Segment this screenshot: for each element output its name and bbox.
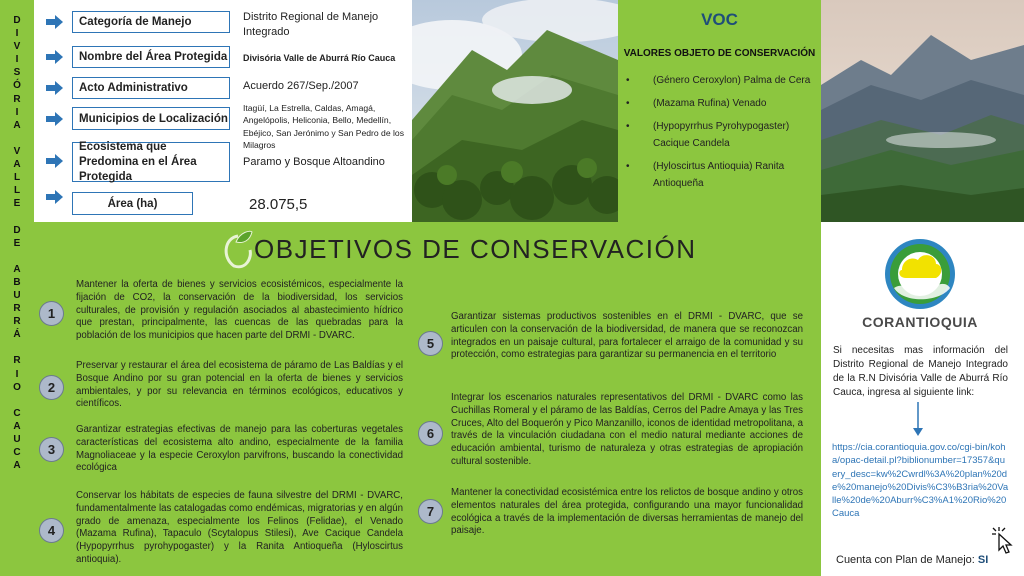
objective-number: 6 bbox=[418, 421, 443, 446]
side-title-letter: R bbox=[13, 316, 21, 328]
arrow-icon bbox=[46, 154, 64, 168]
plan-value: SI bbox=[977, 554, 989, 566]
objective-number: 7 bbox=[418, 499, 443, 524]
side-title-letter: D bbox=[13, 15, 21, 26]
side-title-letter: A bbox=[13, 263, 21, 275]
objective-number: 3 bbox=[39, 437, 64, 462]
voc-item: • (Género Ceroxylon) Palma de Cera bbox=[624, 72, 814, 89]
voc-subtitle: VALORES OBJETO DE CONSERVACIÓN bbox=[623, 48, 816, 59]
side-title-letter: Ó bbox=[13, 80, 21, 92]
plan-label: Cuenta con Plan de Manejo: bbox=[836, 554, 975, 566]
side-title-letter: I bbox=[15, 368, 19, 380]
label-ecosistema: Ecosistema que Predomina en el Área Protegida bbox=[72, 142, 230, 182]
value-categoria: Distrito Regional de Manejo Integrado bbox=[243, 11, 379, 38]
side-title-letter: R bbox=[13, 93, 21, 105]
objective-text: Mantener la oferta de bienes y servicios ecosistémicos, especialmente la fijación de CO2, la conservación de la biodiversidad, los servicios culturales, de provisión y regulación asociados al abastecimiento hídrico que prestan, principalmente, las cuencas de las quebradas para la población de los municipios que hacen parte del DRMI - DVARC. bbox=[76, 279, 403, 342]
label-nombre: Nombre del Área Protegida bbox=[72, 46, 230, 68]
cursor-click-icon bbox=[990, 526, 1016, 554]
side-title-letter: S bbox=[13, 67, 21, 79]
side-title-letter: V bbox=[13, 41, 21, 53]
objective-text: Preservar y restaurar el área del ecosistema de páramo de Las Baldías y el Bosque Andino por su gran potencial en la oferta de bienes y servicios ambientales, y por su relevancia en términos ecológicos, educativos y científicos. bbox=[76, 360, 403, 410]
arrow-icon bbox=[46, 190, 64, 204]
corantioquia-name: CORANTIOQUIA bbox=[862, 314, 978, 330]
side-title-letter: U bbox=[13, 434, 21, 445]
voc-list bbox=[624, 72, 814, 198]
value-nombre: Divisória Valle de Aburrá Río Cauca bbox=[243, 53, 396, 63]
arrow-icon bbox=[46, 50, 64, 64]
side-title-letter: I bbox=[15, 54, 19, 66]
voc-panel bbox=[618, 0, 821, 222]
mountain-valley-photo bbox=[821, 0, 1024, 222]
objective-text: Garantizar estrategias efectivas de manejo para las coberturas vegetales características del ecosistema alto andino, especialmente de la familia Magnoliaceae y la especie Ceroxylon parvifrons, buscando la conectividad ecológica bbox=[76, 424, 403, 474]
value-ecosistema: Paramo y Bosque Altoandino bbox=[243, 156, 385, 168]
side-title-letter: O bbox=[13, 381, 21, 393]
side-title-letter: C bbox=[13, 447, 21, 459]
objective-text: Mantener la conectividad ecosistémica entre los relictos de bosque andino y otros elementos naturales del área protegida, configurando una mayor funcionalidad ecológica a través de la implementación de diversas herramientas de manejo del paisaje. bbox=[451, 487, 803, 537]
corantioquia-logo-icon bbox=[880, 236, 960, 312]
objective-number: 5 bbox=[418, 331, 443, 356]
side-title-letter: V bbox=[13, 145, 21, 157]
voc-item: • (Hypopyrrhus Pyrohypogaster) Cacique Candela bbox=[624, 118, 814, 152]
objective-number: 2 bbox=[39, 375, 64, 400]
side-title-letter: Á bbox=[13, 329, 21, 341]
side-title-letter: A bbox=[13, 420, 21, 432]
side-title-letter: E bbox=[13, 237, 21, 249]
side-title-letter: A bbox=[13, 159, 21, 171]
voc-title: VOC bbox=[701, 10, 738, 29]
side-title-letter: U bbox=[13, 289, 21, 301]
side-title-letter: R bbox=[13, 355, 21, 367]
label-acto: Acto Administrativo bbox=[72, 77, 230, 99]
arrow-icon bbox=[46, 81, 64, 95]
side-title-letter: B bbox=[13, 276, 21, 288]
arrow-icon bbox=[46, 15, 64, 29]
side-title-letter: D bbox=[13, 224, 21, 236]
voc-item: • (Mazama Rufina) Venado bbox=[624, 95, 814, 112]
objective-number: 1 bbox=[39, 301, 64, 326]
leaf-icon bbox=[220, 228, 254, 272]
side-title-letter: R bbox=[13, 303, 21, 315]
side-title-letter: A bbox=[13, 119, 21, 131]
objective-number: 4 bbox=[39, 518, 64, 543]
label-area: Área (ha) bbox=[72, 192, 193, 215]
objective-text: Conservar los hábitats de especies de fauna silvestre del DRMI - DVARC, fundamentalmente las catalogadas como endémicas, migratorias y en algún grado de amenaza, especialmente los Felinos (Felidae), el Venado (Mazama Rufina), Tapaculo (Scytalopus Stilesi), Ave Cacique Candela (Hypopyrrhus pyrohypogaster) y la Ranita Antioqueña (Hyloscirtus antioquia). bbox=[76, 490, 403, 565]
side-vertical-title bbox=[6, 14, 28, 472]
value-municipios: Itagüí, La Estrella, Caldas, Amagá, Angelópolis, Heliconia, Bello, Medellín, Ebéjico, San Jerónimo y San Pedro de los Milagros bbox=[243, 103, 404, 150]
voc-item: • (Hyloscirtus Antioquia) Ranita Antioqueña bbox=[624, 158, 814, 192]
value-acto: Acuerdo 267/Sep./2007 bbox=[243, 80, 359, 92]
info-text: Si necesitas mas información del Distrito Regional de Manejo Integrado de la R.N Divisória Valle de Aburrá Río Cauca, ingresa al siguiente link: bbox=[833, 345, 1008, 398]
info-panel bbox=[34, 0, 412, 222]
side-title-letter: E bbox=[13, 198, 21, 210]
side-title-letter: L bbox=[13, 172, 21, 184]
objective-text: Integrar los escenarios naturales representativos del DRMI - DVARC como las Cuchillas Romeral y el páramo de las Baldías, Cerros del Padre Amaya y las Tres Cruces, Alto del Boquerón y Pico Manzanillo, iconos de identidad metropolitana, a través de la vinculación ciudadana con el medio natural mediante acciones de educación ambiental, turismo de naturaleza y otras estrategias de apropiación cultural sostenible. bbox=[451, 392, 803, 467]
side-title-letter: L bbox=[13, 185, 21, 197]
value-area: 28.075,5 bbox=[249, 196, 308, 213]
side-title-letter: A bbox=[13, 460, 21, 472]
objective-text: Garantizar sistemas productivos sostenibles en el DRMI - DVARC, que se articulen con la conservación de la biodiversidad, de manera que se reconozcan integrados en un paisaje cultural, para fortalecer el arraigo de la comunidad y su protección, como estrategias para garantizar su permanencia en el territorio bbox=[451, 311, 803, 361]
side-title-letter: C bbox=[13, 407, 21, 419]
label-categoria: Categoría de Manejo bbox=[72, 11, 230, 33]
side-title-letter: I bbox=[15, 106, 19, 118]
plan-status bbox=[836, 554, 988, 566]
arrow-down-icon bbox=[913, 402, 923, 436]
mountain-forest-photo bbox=[412, 0, 618, 222]
objectives-title: OBJETIVOS DE CONSERVACIÓN bbox=[254, 234, 697, 264]
arrow-icon bbox=[46, 112, 64, 126]
plan-link[interactable]: https://cia.corantioquia.gov.co/cgi-bin/koha/opac-detail.pl?biblionumber=17357&query_desc=kw%2Cwrdl%3A%20plan%20de%20manejo%20Divis%C3%B3ria%20Valle%20de%20Aburr%C3%A1%20Rio%20Cauca bbox=[832, 442, 1009, 520]
side-title-letter: I bbox=[15, 28, 19, 40]
label-municipios: Municipios de Localización bbox=[72, 107, 230, 130]
